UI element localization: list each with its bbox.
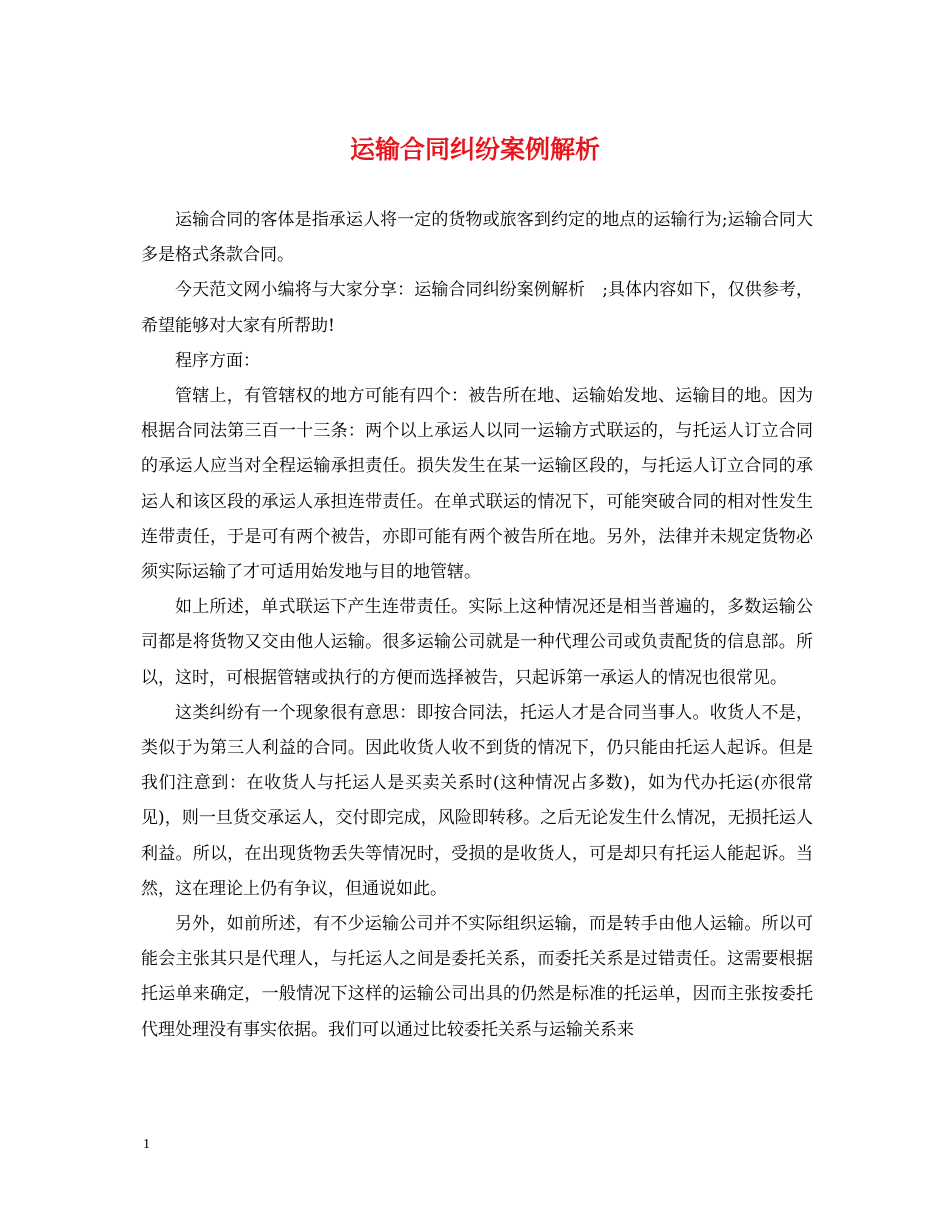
- document-body: [141, 203, 813, 1048]
- paragraph-3: 程序方面：: [175, 350, 260, 371]
- document-title: 运输合同纠纷案例解析: [349, 135, 600, 164]
- page-number: 1: [143, 1137, 150, 1152]
- paragraph-4: 管辖上，有管辖权的地方可能有四个：被告所在地、运输始发地、运输目的地。因为根据合同法第三百一十三条：两个以上承运人以同一运输方式联运的，与托运人订立合同的承运人应当对全程运输承担责任。损失发生在某一运输区段的，与托运人订立合同的承运人和该区段的承运人承担连带责任。在单式联运的情况下，可能突破合同的相对性发生连带责任，于是可有两个被告，亦即可能有两个被告所在地。另外，法律并未规定货物必须实际运输了才可适用始发地与目的地管辖。: [141, 386, 813, 583]
- paragraph-5: 如上所述，单式联运下产生连带责任。实际上这种情况还是相当普遍的，多数运输公司都是将货物又交由他人运输。很多运输公司就是一种代理公司或负责配货的信息部。所以，这时，可根据管辖或执行的方便而选择被告，只起诉第一承运人的情况也很常见。: [141, 597, 813, 688]
- paragraph-2: 今天范文网小编将与大家分享：运输合同纠纷案例解析 ;具体内容如下，仅供参考，希望能够对大家有所帮助!: [141, 280, 813, 336]
- paragraph-6: 这类纠纷有一个现象很有意思：即按合同法，托运人才是合同当事人。收货人不是，类似于为第三人利益的合同。因此收货人收不到货的情况下，仍只能由托运人起诉。但是我们注意到：在收货人与托运人是买卖关系时(这种情况占多数)，如为代办托运(亦很常见)，则一旦货交承运人，交付即完成，风险即转移。之后无论发生什么情况，无损托运人利益。所以，在出现货物丢失等情况时，受损的是收货人，可是却只有托运人能起诉。当然，这在理论上仍有争议，但通说如此。: [141, 702, 813, 899]
- paragraph-7: 另外，如前所述，有不少运输公司并不实际组织运输，而是转手由他人运输。所以可能会主张其只是代理人，与托运人之间是委托关系，而委托关系是过错责任。这需要根据托运单来确定，一般情况下这样的运输公司出具的仍然是标准的托运单，因而主张按委托代理处理没有事实依据。我们可以通过比较委托关系与运输关系来: [141, 914, 813, 1040]
- paragraph-1: 运输合同的客体是指承运人将一定的货物或旅客到约定的地点的运输行为;运输合同大多是格式条款合同。: [141, 210, 813, 266]
